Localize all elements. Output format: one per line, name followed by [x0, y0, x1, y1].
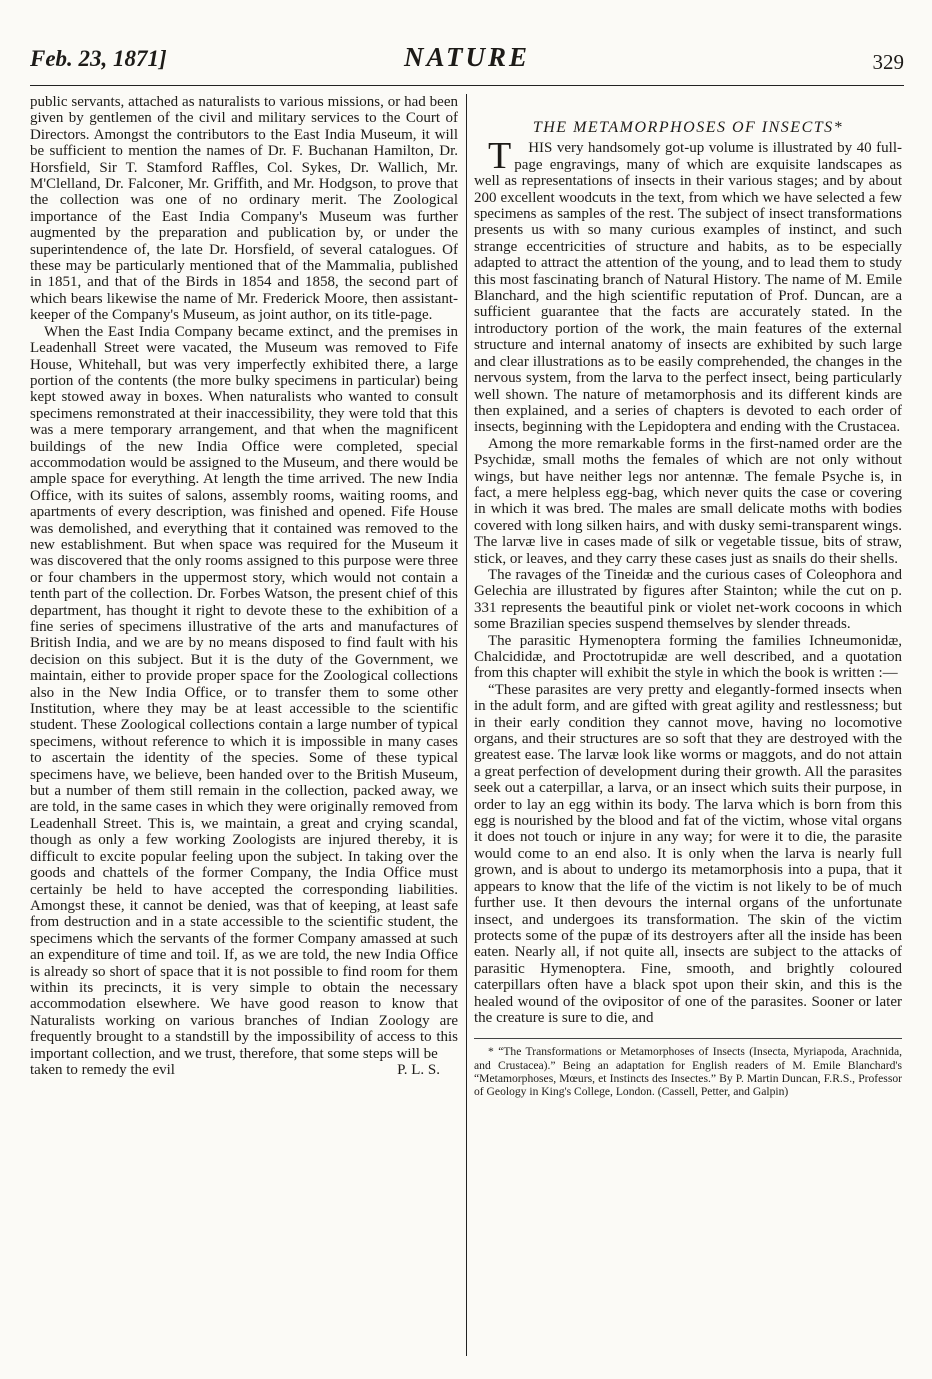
footnote-rule [474, 1038, 902, 1039]
journal-title: NATURE [403, 42, 531, 72]
closing-text: taken to remedy the evil [30, 1061, 175, 1078]
page-header [30, 40, 904, 80]
header-rule [30, 85, 904, 86]
column-divider [466, 94, 467, 1356]
left-column [30, 94, 458, 1078]
paragraph: The parasitic Hymenoptera forming the families Ichneumonidæ, Chalcididæ, and Proctotrupidæ are well described, and a quotation from this chapter will exhibit the style in which the book is written :— [474, 632, 902, 682]
paragraph: public servants, attached as naturalists to various missions, or had been given by gentlemen of the civil and military services to the Court of Directors. Amongst the contributors to the East India Museum, it will be sufficient to mention the names of Dr. F. Buchanan Hamilton, Dr. Horsfield, Sir T. Stamford Raffles, Col. Sykes, Dr. Wallich, Mr. M'Clelland, Dr. Falconer, Mr. Griffith, and Mr. Hodgson, to prove that the collection was one of no ordinary merit. The Zoological importance of the East India Company's Museum was further augmented by the preparation and publication by, or under the superintendence of, the late Dr. Horsfield, of several catalogues. Of these may be particularly mentioned that of the Mammalia, published in 1851, and that of the Birds in 1854 and 1858, the second part of which bears likewise the name of Mr. Frederick Moore, then assistant-keeper of the Company's Museum, as joint author, on its title-page. [30, 94, 458, 324]
right-column [474, 94, 902, 1098]
author-signature: P. L. S. [397, 1061, 440, 1078]
paragraph: When the East India Company became extinct, and the premises in Leadenhall Street were vacated, the Museum was removed to Fife House, Whitehall, but was very imperfectly exhibited there, a large portion of the contents (the more bulky specimens in particular) being kept stowed away in boxes. When naturalists who wanted to consult specimens remonstrated at their inaccessibility, they were told that this was a mere temporary arrangement, and that when the magnificent buildings of the new India Office were completed, special accommodation would be assigned to the Museum, and there would be ample space for everything. At length the time arrived. The new India Office, with its suites of salons, assembly rooms, waiting rooms, and apartments of every description, was finished and opened. Fife House was demolished, and everything that it contained was removed to the new establishment. But when space was required for the Museum it was discovered that the only rooms assigned to this purpose were three or four chambers in the uppermost story, which would not contain a tenth part of the collection. Dr. Forbes Watson, the present chief of this department, has thought it right to devote these to the exhibition of a fine series of specimens illustrative of the arts and manufactures of British India, and we are by no means disposed to find fault with his decision on this subject. But it is the duty of the Government, we maintain, either to provide proper space for the Zoological collections also in the New India Office, or to transfer them to some other Institution, where they may be at least accessible to the scientific student. These Zoological collections contain a large number of typical specimens, without reference to which it is impossible in many cases to ascertain the identity of the species. Some of these typical specimens have, we believe, been handed over to the British Museum, but a number of them still remain in the collection, packed away, we are told, in the same cases in which they were originally removed from Leadenhall Street. This is, we maintain, a great and crying scandal, though as only a few working Zoologists are injured thereby, it is difficult to excite popular feeling upon the subject. In taking over the goods and chattels of the former Company, the India Office must certainly be held to have accepted the corresponding liabilities. Amongst these, it cannot be denied, was that of keeping, at least safe from destruction and in a state accessible to the scientific student, the specimens which the servants of the former Company amassed at such an expenditure of time and toil. If, as we are told, the new India Office is already so short of space that it is not possible to find room for them within its precincts, it is very simple to obtain the necessary accommodation elsewhere. We have good reason to know that Naturalists working on various branches of Indian Zoology are frequently brought to a standstill by the impossibility of access to this important collection, and we trust, therefore, that some steps will be [30, 323, 458, 1062]
page-number: 329 [872, 50, 904, 74]
issue-date: Feb. 23, 1871] [30, 46, 167, 71]
drop-cap: T [488, 135, 512, 178]
footnote: * “The Transformations or Metamorphoses of Insects (Insecta, Myriapoda, Arachnida, and Crustacea).” Being an adaptation for English readers of M. Emile Blanchard's “Metamorphoses, Mœurs, et Instincts des Insectes.” By P. Martin Duncan, F.R.S., Professor of Geology in King's College, London. (Cassell, Petter, and Galpin) [474, 1045, 902, 1098]
paragraph-text: HIS very handsomely got-up volume is illustrated by 40 full-page engravings, many of which are exquisite landscapes as well as representations of insects in their various stages; and by about 200 excellent woodcuts in the text, from which we have selected a few specimens as samples of the rest. The subject of insect transformations presents us with so many curious examples of instinct, and such strange eccentricities of structure and habits, as to be especially adapted to attract the attention of the young, and to lead them to study this most fascinating branch of Natural History. The name of M. Emile Blanchard, and the high scientific reputation of Prof. Duncan, are a sufficient guarantee that the facts are accurately stated. In the introductory portion of the work, the main features of the external structure and internal anatomy of insects are exhibited by such large and clear illustrations as to be easily comprehended, the changes in the nervous system, from the larva to the perfect insect, being particularly well shown. The nature of metamorphosis and its different kinds are then explained, and a series of chapters is devoted to each order of insects, beginning with the Lepidoptera and ending with the Crustacea. [474, 140, 902, 436]
paragraph: Among the more remarkable forms in the first-named order are the Psychidæ, small moths the females of which are not only without wings, but have neither legs nor antennæ. The female Psyche is, in fact, a mere helpless egg-bag, which never quits the case or covering in which it was bred. The males are small delicate moths with bodies covered with long silken hairs, and with dusky semi-transparent wings. The larvæ live in cases made of silk or vegetable tissue, bits of straw, stick, or leaves, and they carry these cases just as snails do their shells. [474, 435, 902, 567]
paragraph [474, 135, 902, 436]
article-title: THE METAMORPHOSES OF INSECTS* [532, 119, 844, 136]
paragraph: The ravages of the Tineidæ and the curious cases of Coleophora and Gelechia are illustrated by figures after Stainton; while the cut on p. 331 represents the beautiful pink or violet net-work cocoons in which some Brazilian species suspend themselves by slender threads. [474, 566, 902, 633]
quotation: “These parasites are very pretty and elegantly-formed insects when in the adult form, and are gifted with great agility and restlessness; but in their early condition they cannot move, having no locomotive organs, and their structures are so soft that they are destroyed with the greatest ease. The larvæ look like worms or maggots, and do not attain a great perfection of development during their growth. All the parasites seek out a caterpillar, a larva, or an insect which suits their purpose, in order to lay an egg within its body. The larva which is born from this egg is nourished by the blood and fat of the victim, whose vital organs it does not touch or injure in any way; for were it to die, the parasite would come to an end also. It is only when the larva is nearly full grown, and is about to undergo its metamorphosis into a pupa, that it appears to know that the life of the victim is not likely to be of much further use. It then devours the internal organs of the unfortunate insect, and undergoes its transformation. The skin of the victim protects some of the pupæ of its destroyers after all the inside has been eaten. Nearly all, if not quite all, insects are subject to the attacks of parasitic Hymenoptera. Fine, smooth, and brightly coloured caterpillars often have a black spot upon their skin, and this is the healed wound of the ovipositor of one of the parasites. Sooner or later the creature is sure to die, and [474, 681, 902, 1026]
closing-line [30, 1062, 458, 1078]
